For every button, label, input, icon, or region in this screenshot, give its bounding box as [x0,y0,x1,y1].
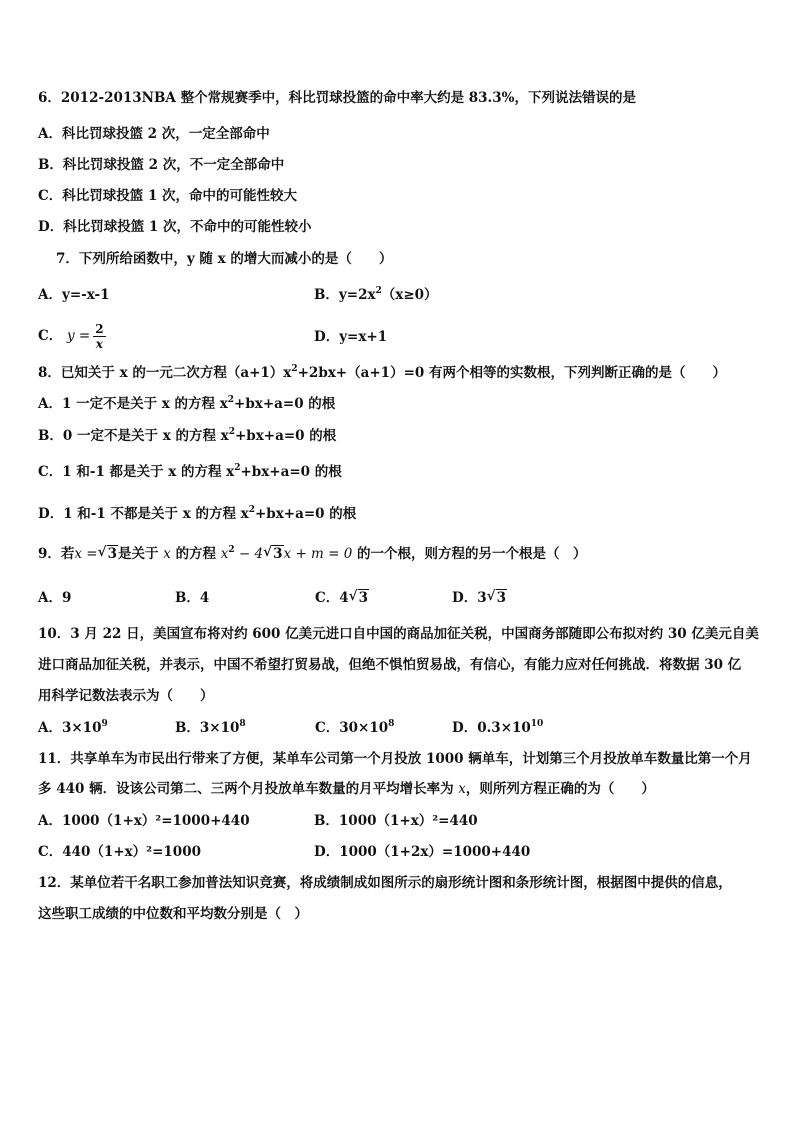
q9-option-b: B．4 [175,590,210,606]
q7-option-c: C． y = $\frac{2}{x}$ [38,322,104,351]
sqrt-symbol: √ 3 [263,545,283,563]
q11-line2: 多 440 辆．设该公司第二、三两个月投放单车数量的月平均增长率为 x，则所列方程正确的为（ ） [38,781,655,797]
q9-option-c: C．4√ 3 [315,589,369,607]
q7-option-a: A．y=-x-1 [38,287,110,303]
q9-stem: 9．若x =√ 3是关于 x 的方程 $x^2 - 4√$ 3x + m = 0 的一个根，则方程的另一个根是（ ） [38,545,587,563]
q11-option-b: B．1000（1+x）²=440 [314,813,478,829]
q8-option-d: D．1 和-1 不都是关于 x 的方程 $x^2+bx+a=0$ 的根 [38,505,357,522]
q10-option-d: D．$0.3\times 10^{10}$ [452,719,544,736]
sqrt-symbol: √ 3 [98,545,118,563]
q7-option-d: D．y=x+1 [314,329,388,345]
q7-stem: 7．下列所给函数中，y 随 x 的增大而减小的是（ ） [56,251,393,267]
q6-stem: 6．2012-2013NBA 整个常规赛季中，科比罚球投篮的命中率大约是 83.3%，下列说法错误的是 [38,90,636,106]
q8-option-a: A．1 一定不是关于 x 的方程 $x^2+bx+a=0$ 的根 [38,395,336,412]
q8-option-b: B．0 一定不是关于 x 的方程 $x^2+bx+a=0$ 的根 [38,427,337,444]
q10-line1: 10．3 月 22 日，美国宣布将对约 600 亿美元进口自中国的商品加征关税，中国商务部随即公布拟对约 30 亿美元自美 [38,626,759,642]
q11-option-c: C．440（1+x）²=1000 [38,844,201,860]
q10-line3: 用科学记数法表示为（ ） [38,688,214,704]
q6-option-c: C．科比罚球投篮 1 次，命中的可能性较大 [38,188,298,204]
q6-option-d: D．科比罚球投篮 1 次，不命中的可能性较小 [38,219,312,235]
q9-option-a: A．9 [38,590,72,606]
q6-option-b: B．科比罚球投篮 2 次，不一定全部命中 [38,157,285,173]
q10-option-c: C．$30\times 10^8$ [315,719,395,736]
q8-stem: 8．已知关于 x 的一元二次方程$(a+1)x^2+2bx+(a+1)=0$ 有两个相等的实数根，下列判断正确的是（ ） [38,364,726,381]
q11-option-a: A．1000（1+x）²=1000+440 [38,813,250,829]
q10-option-a: A．$3\times 10^9$ [38,719,108,736]
q11-line1: 11．共享单车为市民出行带来了方便，某单车公司第一个月投放 1000 辆单车，计划第三个月投放单车数量比第一个月 [38,751,752,767]
fraction: $\frac{2}{x}$ [95,322,104,351]
q9-option-d: D．3√ 3 [452,589,507,607]
q7-option-b: B．$y=2x^2(x\ge 0)$ [314,286,438,303]
q8-option-c: C．1 和-1 都是关于 x 的方程 $x^2+bx+a=0$ 的根 [38,463,342,480]
q10-option-b: B．$3\times 10^8$ [175,719,246,736]
q12-line2: 这些职工成绩的中位数和平均数分别是（ ） [38,906,308,922]
q10-line2: 进口商品加征关税，并表示，中国不希望打贸易战，但绝不惧怕贸易战，有信心，有能力应对任何挑战．将数据 30 亿 [38,657,742,673]
q11-option-d: D．1000（1+2x）=1000+440 [314,844,531,860]
q6-option-a: A．科比罚球投篮 2 次，一定全部命中 [38,126,270,142]
q12-line1: 12．某单位若干名职工参加普法知识竞赛，将成绩制成如图所示的扇形统计图和条形统计图，根据图中提供的信息， [38,875,732,891]
sqrt-symbol: √ 3 [487,589,507,607]
sqrt-symbol: √ 3 [349,589,369,607]
